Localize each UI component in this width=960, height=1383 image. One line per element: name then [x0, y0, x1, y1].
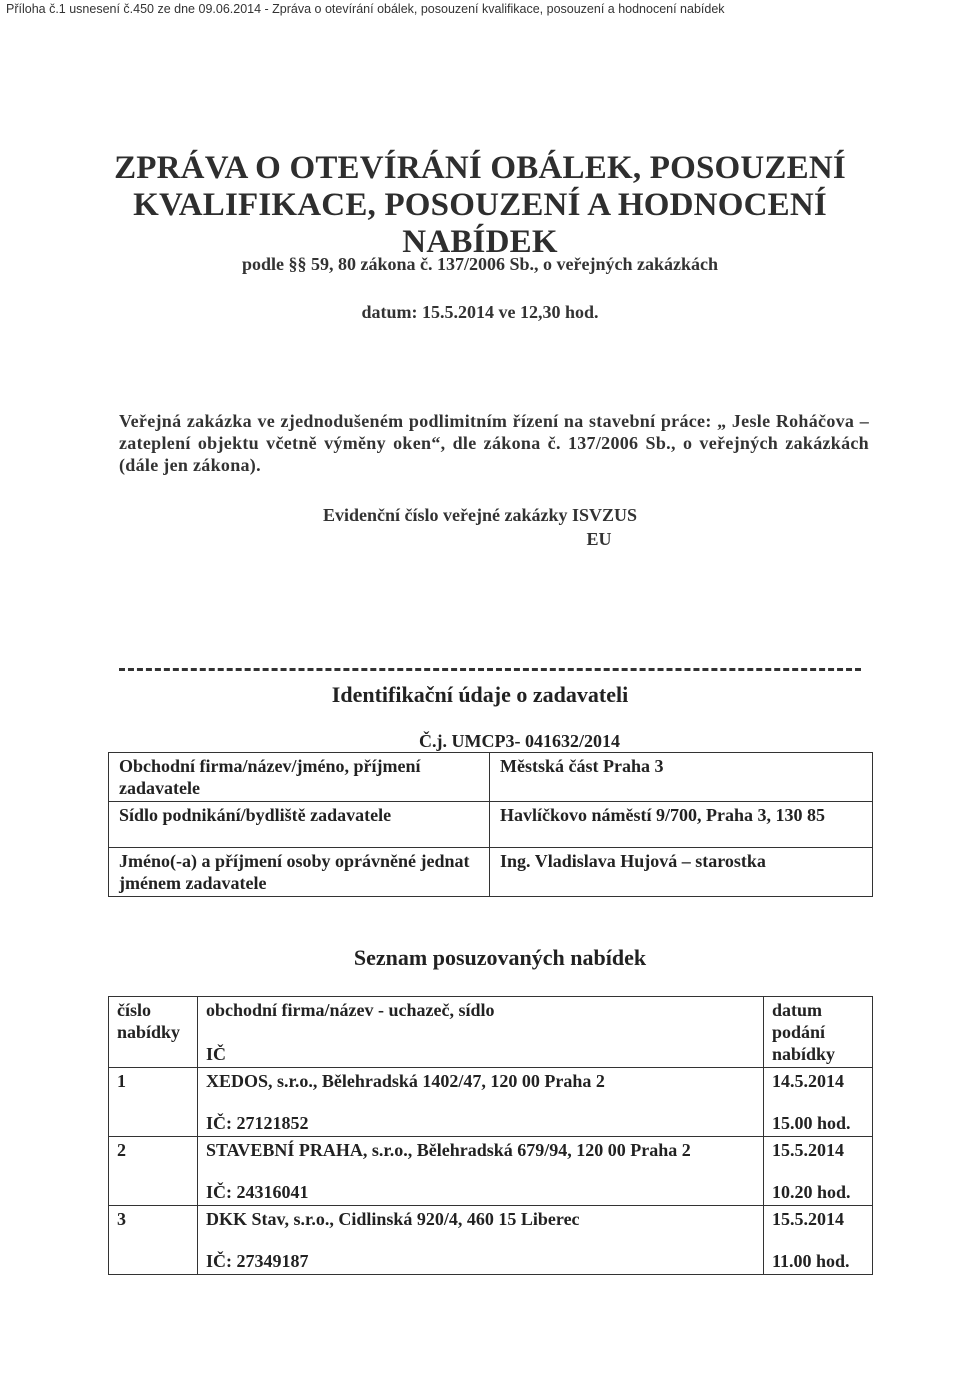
- table-row: [109, 802, 873, 848]
- bids-table: [108, 996, 873, 1275]
- table-row: [109, 1137, 873, 1206]
- bids-heading: Seznam posuzovaných nabídek: [353, 945, 647, 970]
- bid-ic: IČ: 24316041: [206, 1182, 309, 1202]
- bid-date: 15.5.2014: [772, 1140, 844, 1160]
- bid-company: DKK Stav, s.r.o., Cidlinská 920/4, 460 15 Liberec: [206, 1209, 580, 1229]
- header-number: číslo nabídky: [109, 997, 198, 1068]
- title-line-1: ZPRÁVA O OTEVÍRÁNÍ OBÁLEK, POSOUZENÍ: [114, 150, 846, 186]
- evidence-number: [90, 503, 870, 551]
- header-date: datum podání nabídky: [764, 997, 873, 1068]
- bid-time: 11.00 hod.: [772, 1251, 850, 1271]
- table-header-row: [109, 997, 873, 1068]
- contracting-authority-table: [108, 752, 873, 897]
- evidence-line-2: EU: [586, 529, 612, 549]
- law-reference: podle §§ 59, 80 zákona č. 137/2006 Sb., o veřejných zakázkách: [241, 254, 718, 274]
- title-line-3: NABÍDEK: [402, 224, 558, 260]
- intro-paragraph: Veřejná zakázka ve zjednodušeném podlimitním řízení na stavební práce: „ Jesle Roháčova – zateplení objektu včetně výměny oken“, dle zákona č. 137/2006 Sb., o veřejných zakázkách (dále jen zákona).: [119, 411, 869, 475]
- bid-date: 15.5.2014: [772, 1209, 844, 1229]
- reference-number: Č.j. UMCP3- 041632/2014: [419, 731, 620, 751]
- row-label: Jméno(-a) a příjmení osoby oprávněné jednat jménem zadavatele: [109, 848, 490, 897]
- bid-date: 14.5.2014: [772, 1071, 844, 1091]
- header-company-label: obchodní firma/název - uchazeč, sídlo: [206, 1000, 495, 1020]
- bid-company-cell: [198, 1068, 764, 1137]
- table-row: [109, 1206, 873, 1275]
- row-label: Obchodní firma/název/jméno, příjmení zadavatele: [109, 753, 490, 802]
- bid-company-cell: [198, 1206, 764, 1275]
- document-title: [90, 150, 870, 261]
- table-row: [109, 1068, 873, 1137]
- bid-number: 2: [109, 1137, 198, 1206]
- bid-ic: IČ: 27349187: [206, 1251, 309, 1271]
- row-value: Ing. Vladislava Hujová – starostka: [490, 848, 873, 897]
- bid-date-cell: [764, 1068, 873, 1137]
- bid-number: 1: [109, 1068, 198, 1137]
- table-row: [109, 848, 873, 897]
- bid-number: 3: [109, 1206, 198, 1275]
- bid-date-cell: [764, 1206, 873, 1275]
- table-row: [109, 753, 873, 802]
- bid-company: STAVEBNÍ PRAHA, s.r.o., Bělehradská 679/94, 120 00 Praha 2: [206, 1140, 691, 1160]
- bid-time: 10.20 hod.: [772, 1182, 851, 1202]
- bid-company: XEDOS, s.r.o., Bělehradská 1402/47, 120 00 Praha 2: [206, 1071, 605, 1091]
- row-value: Havlíčkovo náměstí 9/700, Praha 3, 130 85: [490, 802, 873, 848]
- bid-company-cell: [198, 1137, 764, 1206]
- bid-ic: IČ: 27121852: [206, 1113, 309, 1133]
- header-company-ic: IČ: [206, 1044, 227, 1064]
- evidence-line-1: Evidenční číslo veřejné zakázky ISVZUS: [322, 505, 637, 525]
- bid-time: 15.00 hod.: [772, 1113, 851, 1133]
- dashed-divider: [119, 668, 861, 671]
- page-header: Příloha č.1 usnesení č.450 ze dne 09.06.2014 - Zpráva o otevírání obálek, posouzení kvalifikace, posouzení a hodnocení nabídek: [6, 2, 725, 16]
- title-line-2: KVALIFIKACE, POSOUZENÍ A HODNOCENÍ: [133, 187, 827, 223]
- row-label: Sídlo podnikání/bydliště zadavatele: [109, 802, 490, 848]
- ident-heading: Identifikační údaje o zadavateli: [331, 682, 629, 707]
- row-value: Městská část Praha 3: [490, 753, 873, 802]
- header-company: [198, 997, 764, 1068]
- report-date: datum: 15.5.2014 ve 12,30 hod.: [361, 302, 599, 322]
- bid-date-cell: [764, 1137, 873, 1206]
